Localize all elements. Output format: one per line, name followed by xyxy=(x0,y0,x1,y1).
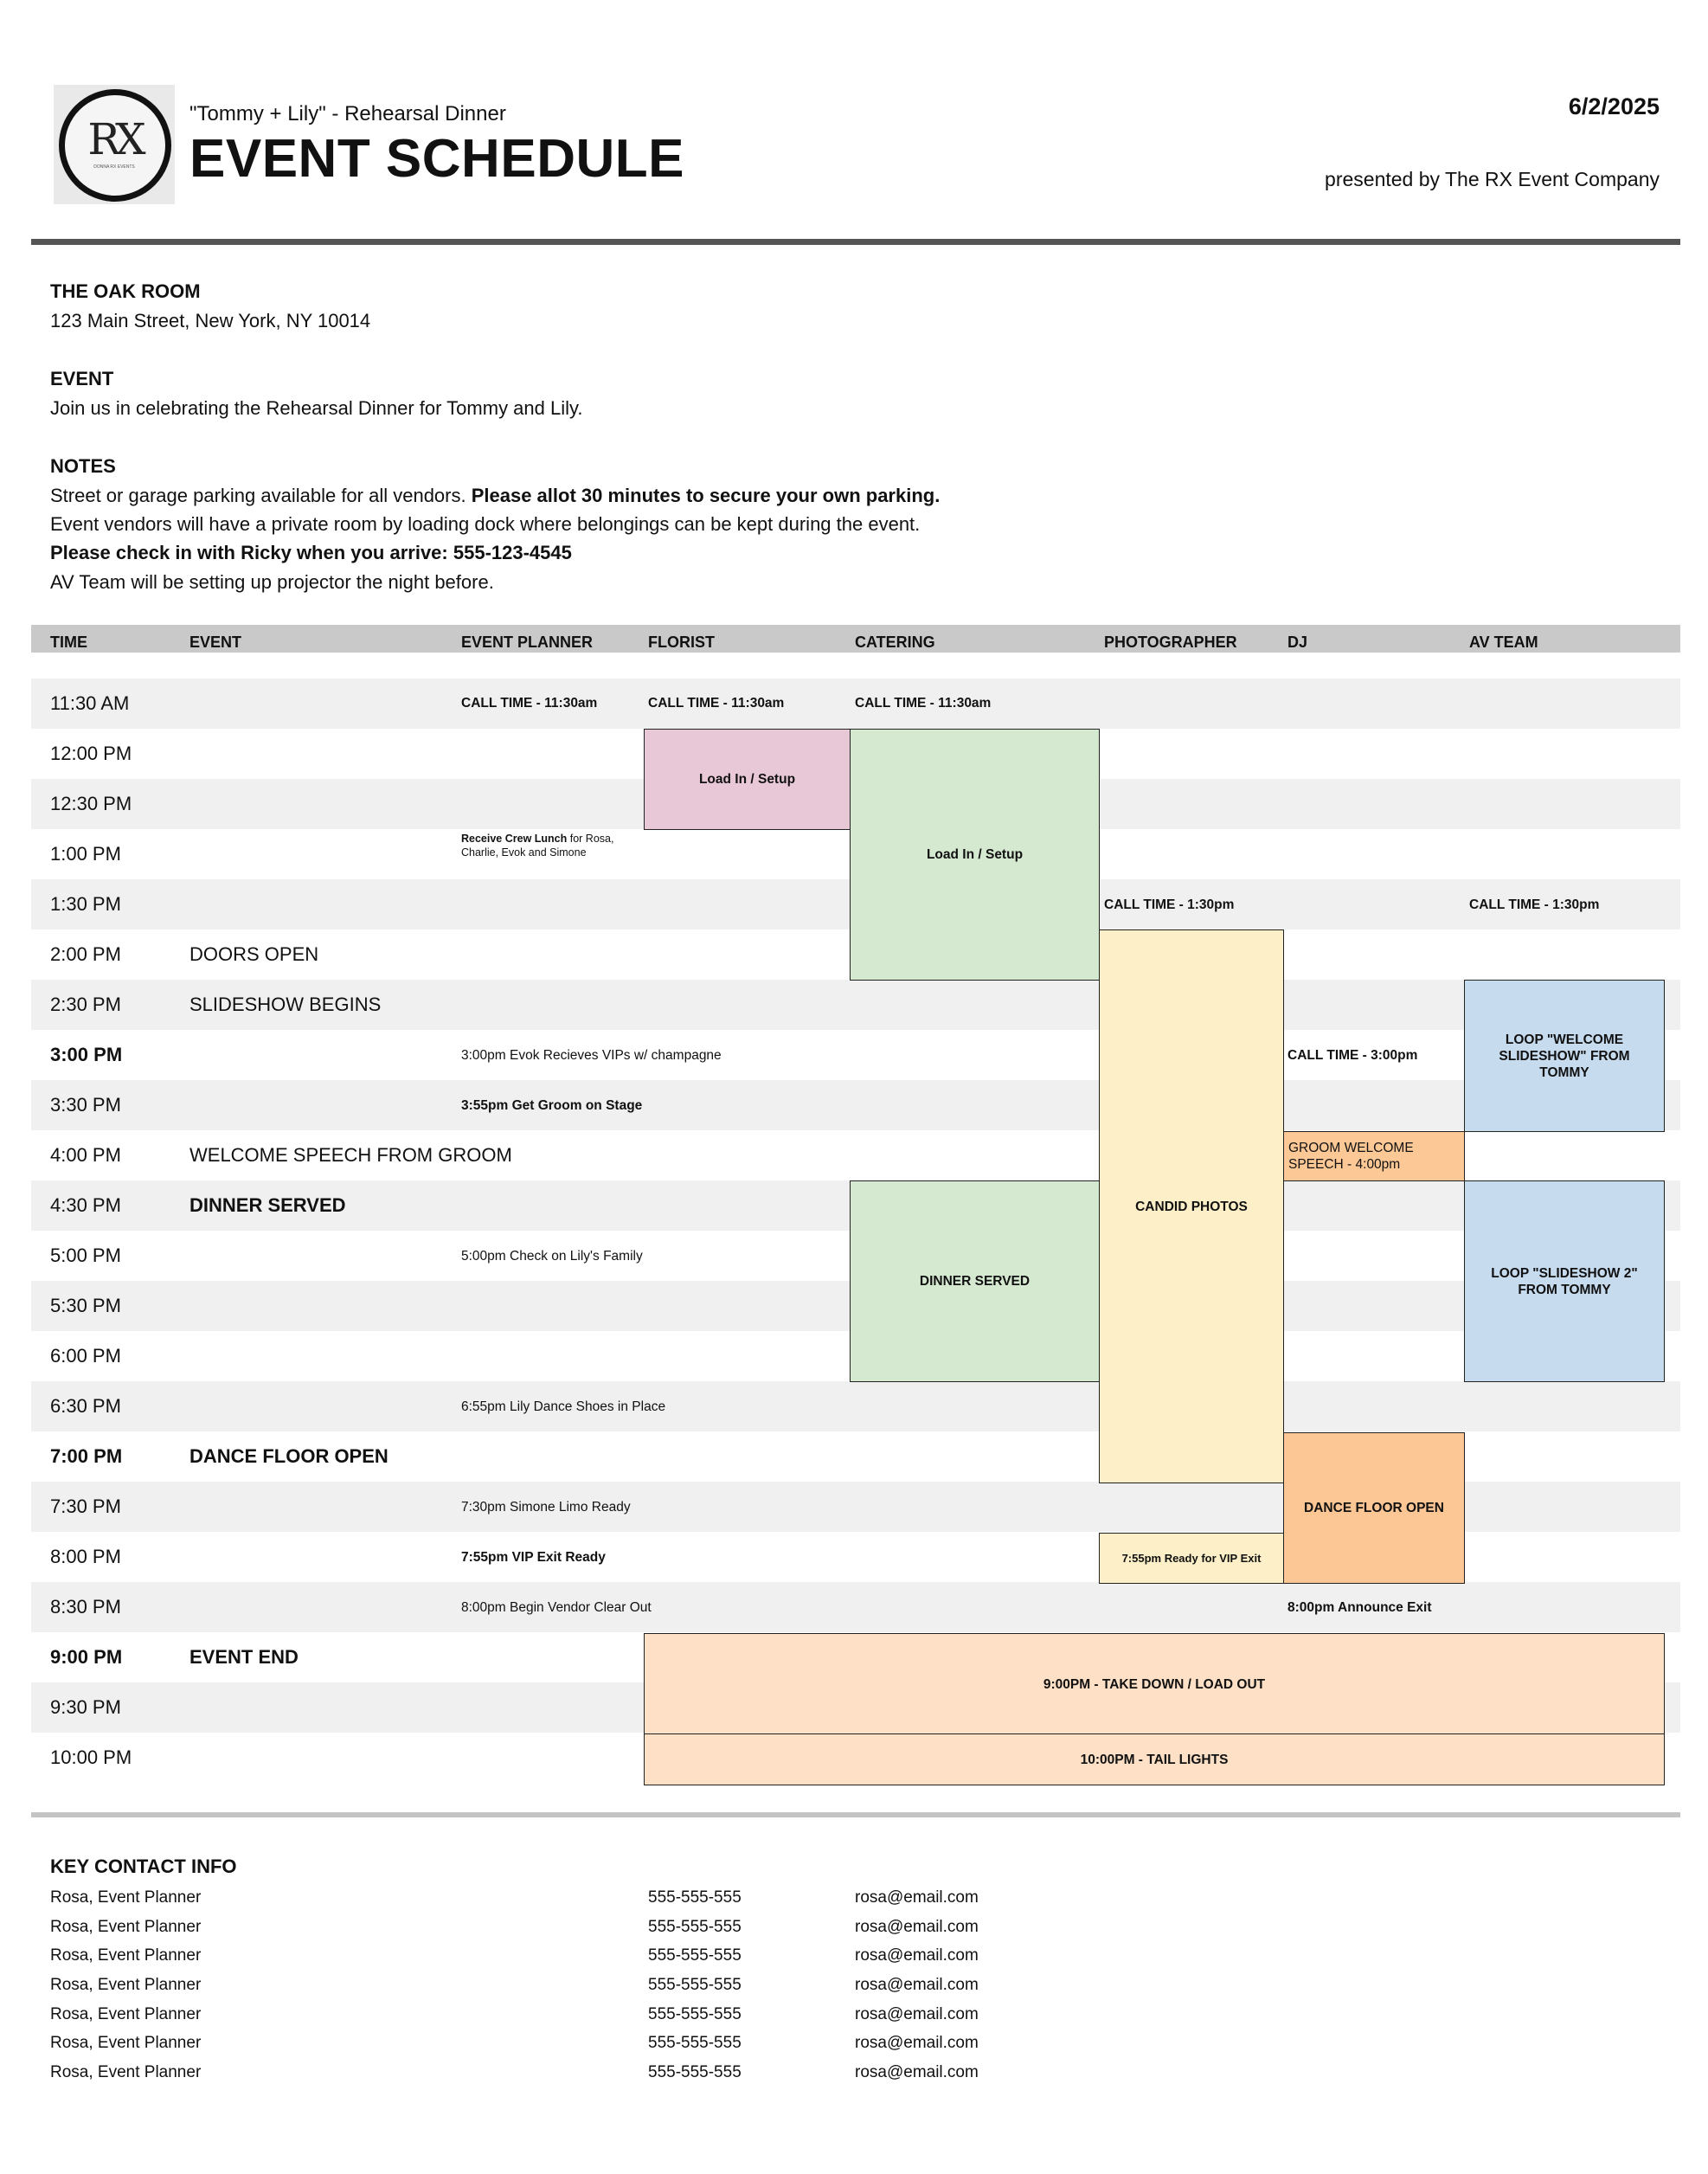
planner-crew-lunch-rest: for Rosa, Charlie, Evok and Simone xyxy=(461,833,614,859)
av-loop-welcome-block: LOOP "WELCOME SLIDESHOW" FROM TOMMY xyxy=(1464,980,1665,1132)
contact-phone: 555-555-555 xyxy=(648,1976,742,1994)
planner-vips: 3:00pm Evok Recieves VIPs w/ champagne xyxy=(461,1048,722,1063)
time-label: 5:30 PM xyxy=(50,1295,121,1316)
schedule-row-bg xyxy=(31,1381,1680,1431)
contact-email: rosa@email.com xyxy=(855,2005,979,2023)
contact-name: Rosa, Event Planner xyxy=(50,1946,202,1965)
planner-clear-out: 8:00pm Begin Vendor Clear Out xyxy=(461,1600,652,1615)
dj-dance-floor-block: DANCE FLOOR OPEN xyxy=(1283,1432,1465,1584)
time-label: 6:00 PM xyxy=(50,1345,121,1367)
catering-call-time: CALL TIME - 11:30am xyxy=(855,696,992,711)
planner-limo: 7:30pm Simone Limo Ready xyxy=(461,1500,631,1515)
contact-phone: 555-555-555 xyxy=(648,1918,742,1936)
contact-phone: 555-555-555 xyxy=(648,1946,742,1965)
event-dinner-served: DINNER SERVED xyxy=(189,1194,346,1216)
notes-heading: NOTES xyxy=(50,455,116,477)
photographer-vip-exit-block: 7:55pm Ready for VIP Exit xyxy=(1099,1533,1284,1584)
contact-name: Rosa, Event Planner xyxy=(50,1918,202,1936)
catering-load-in-block: Load In / Setup xyxy=(850,729,1100,981)
time-label: 1:00 PM xyxy=(50,843,121,865)
time-label: 3:00 PM xyxy=(50,1044,123,1065)
logo-small-text: DONNA RX EVENTS xyxy=(93,164,135,170)
venue-name: THE OAK ROOM xyxy=(50,280,201,302)
take-down-load-out-block: 9:00PM - TAKE DOWN / LOAD OUT xyxy=(644,1633,1665,1735)
column-header-catering: CATERING xyxy=(855,634,935,651)
time-label: 12:30 PM xyxy=(50,793,132,814)
tail-lights-block: 10:00PM - TAIL LIGHTS xyxy=(644,1733,1665,1785)
time-label: 5:00 PM xyxy=(50,1245,121,1266)
time-label: 3:30 PM xyxy=(50,1094,121,1116)
time-label: 4:00 PM xyxy=(50,1144,121,1166)
florist-load-in-block: Load In / Setup xyxy=(644,729,851,830)
time-label: 2:00 PM xyxy=(50,943,121,965)
column-header-event-planner: EVENT PLANNER xyxy=(461,634,594,651)
company-logo xyxy=(54,85,175,204)
notes-line-checkin: Please check in with Ricky when you arrive: 555-123-4545 xyxy=(50,542,572,563)
contact-name: Rosa, Event Planner xyxy=(50,2034,202,2052)
contact-name: Rosa, Event Planner xyxy=(50,2063,202,2081)
contact-email: rosa@email.com xyxy=(855,2063,979,2081)
column-header-florist: FLORIST xyxy=(648,634,715,651)
time-label: 9:00 PM xyxy=(50,1646,123,1668)
av-call-time: CALL TIME - 1:30pm xyxy=(1469,897,1600,912)
time-label: 6:30 PM xyxy=(50,1395,121,1417)
notes-parking-bold: Please allot 30 minutes to secure your own parking. xyxy=(471,485,941,506)
event-heading: EVENT xyxy=(50,368,114,389)
time-label: 2:30 PM xyxy=(50,994,121,1015)
schedule-row-bg xyxy=(31,1582,1680,1632)
florist-call-time: CALL TIME - 11:30am xyxy=(648,696,785,711)
event-dance-floor-open: DANCE FLOOR OPEN xyxy=(189,1445,388,1467)
document-subtitle: "Tommy + Lily" - Rehearsal Dinner xyxy=(189,102,506,125)
time-label: 11:30 AM xyxy=(50,692,130,714)
av-loop-slideshow2-block: LOOP "SLIDESHOW 2" FROM TOMMY xyxy=(1464,1180,1665,1382)
contact-email: rosa@email.com xyxy=(855,1918,979,1936)
event-doors-open: DOORS OPEN xyxy=(189,943,319,965)
time-label: 12:00 PM xyxy=(50,743,132,764)
planner-lily-family: 5:00pm Check on Lily's Family xyxy=(461,1249,643,1264)
planner-dance-shoes: 6:55pm Lily Dance Shoes in Place xyxy=(461,1399,666,1414)
dj-announce-exit: 8:00pm Announce Exit xyxy=(1287,1600,1432,1615)
column-header-event: EVENT xyxy=(189,634,242,651)
contact-phone: 555-555-555 xyxy=(648,1888,742,1907)
photographer-candid-block: CANDID PHOTOS xyxy=(1099,929,1284,1483)
schedule-bottom-divider xyxy=(31,1812,1680,1817)
catering-dinner-block: DINNER SERVED xyxy=(850,1180,1100,1382)
schedule-row-bg xyxy=(31,1080,1680,1130)
venue-address: 123 Main Street, New York, NY 10014 xyxy=(50,310,371,331)
notes-line-vendor-room: Event vendors will have a private room by loading dock where belongings can be kept during the event. xyxy=(50,513,921,535)
event-date: 6/2/2025 xyxy=(1568,93,1660,119)
logo-monogram: RX xyxy=(87,114,141,164)
dj-call-time: CALL TIME - 3:00pm xyxy=(1287,1048,1418,1063)
time-label: 7:00 PM xyxy=(50,1445,123,1467)
event-description: Join us in celebrating the Rehearsal Dinner for Tommy and Lily. xyxy=(50,397,583,419)
contact-name: Rosa, Event Planner xyxy=(50,1976,202,1994)
time-label: 4:30 PM xyxy=(50,1194,121,1216)
contact-email: rosa@email.com xyxy=(855,1946,979,1965)
column-header-photographer: PHOTOGRAPHER xyxy=(1104,634,1237,651)
planner-groom-stage: 3:55pm Get Groom on Stage xyxy=(461,1098,643,1113)
contact-phone: 555-555-555 xyxy=(648,2005,742,2023)
column-header-av-team: AV TEAM xyxy=(1469,634,1538,651)
time-label: 8:30 PM xyxy=(50,1596,121,1618)
time-label: 1:30 PM xyxy=(50,893,121,915)
column-header-dj: DJ xyxy=(1287,634,1308,651)
document-title: EVENT SCHEDULE xyxy=(189,129,684,189)
contact-email: rosa@email.com xyxy=(855,1888,979,1907)
dj-groom-speech-block: GROOM WELCOME SPEECH - 4:00pm xyxy=(1283,1131,1465,1181)
planner-crew-lunch xyxy=(461,832,626,859)
time-label: 10:00 PM xyxy=(50,1746,132,1768)
contact-name: Rosa, Event Planner xyxy=(50,2005,202,2023)
time-label: 8:00 PM xyxy=(50,1546,121,1567)
contact-email: rosa@email.com xyxy=(855,1976,979,1994)
contacts-heading: KEY CONTACT INFO xyxy=(50,1856,237,1877)
planner-crew-lunch-bold: Receive Crew Lunch xyxy=(461,833,568,845)
contact-phone: 555-555-555 xyxy=(648,2034,742,2052)
column-header-time: TIME xyxy=(50,634,87,651)
time-label: 9:30 PM xyxy=(50,1696,121,1718)
contact-name: Rosa, Event Planner xyxy=(50,1888,202,1907)
notes-line-parking xyxy=(50,485,940,507)
time-label: 7:30 PM xyxy=(50,1495,121,1517)
presented-by: presented by The RX Event Company xyxy=(1325,168,1660,190)
planner-vip-exit: 7:55pm VIP Exit Ready xyxy=(461,1550,606,1565)
event-slideshow-begins: SLIDESHOW BEGINS xyxy=(189,994,382,1015)
photographer-call-time: CALL TIME - 1:30pm xyxy=(1104,897,1235,912)
event-end: EVENT END xyxy=(189,1646,299,1668)
contact-phone: 555-555-555 xyxy=(648,2063,742,2081)
planner-call-time: CALL TIME - 11:30am xyxy=(461,696,598,711)
notes-parking-text: Street or garage parking available for all vendors. xyxy=(50,485,472,506)
event-welcome-speech: WELCOME SPEECH FROM GROOM xyxy=(189,1144,512,1166)
header-divider xyxy=(31,239,1680,245)
notes-line-av: AV Team will be setting up projector the night before. xyxy=(50,571,494,593)
contact-email: rosa@email.com xyxy=(855,2034,979,2052)
